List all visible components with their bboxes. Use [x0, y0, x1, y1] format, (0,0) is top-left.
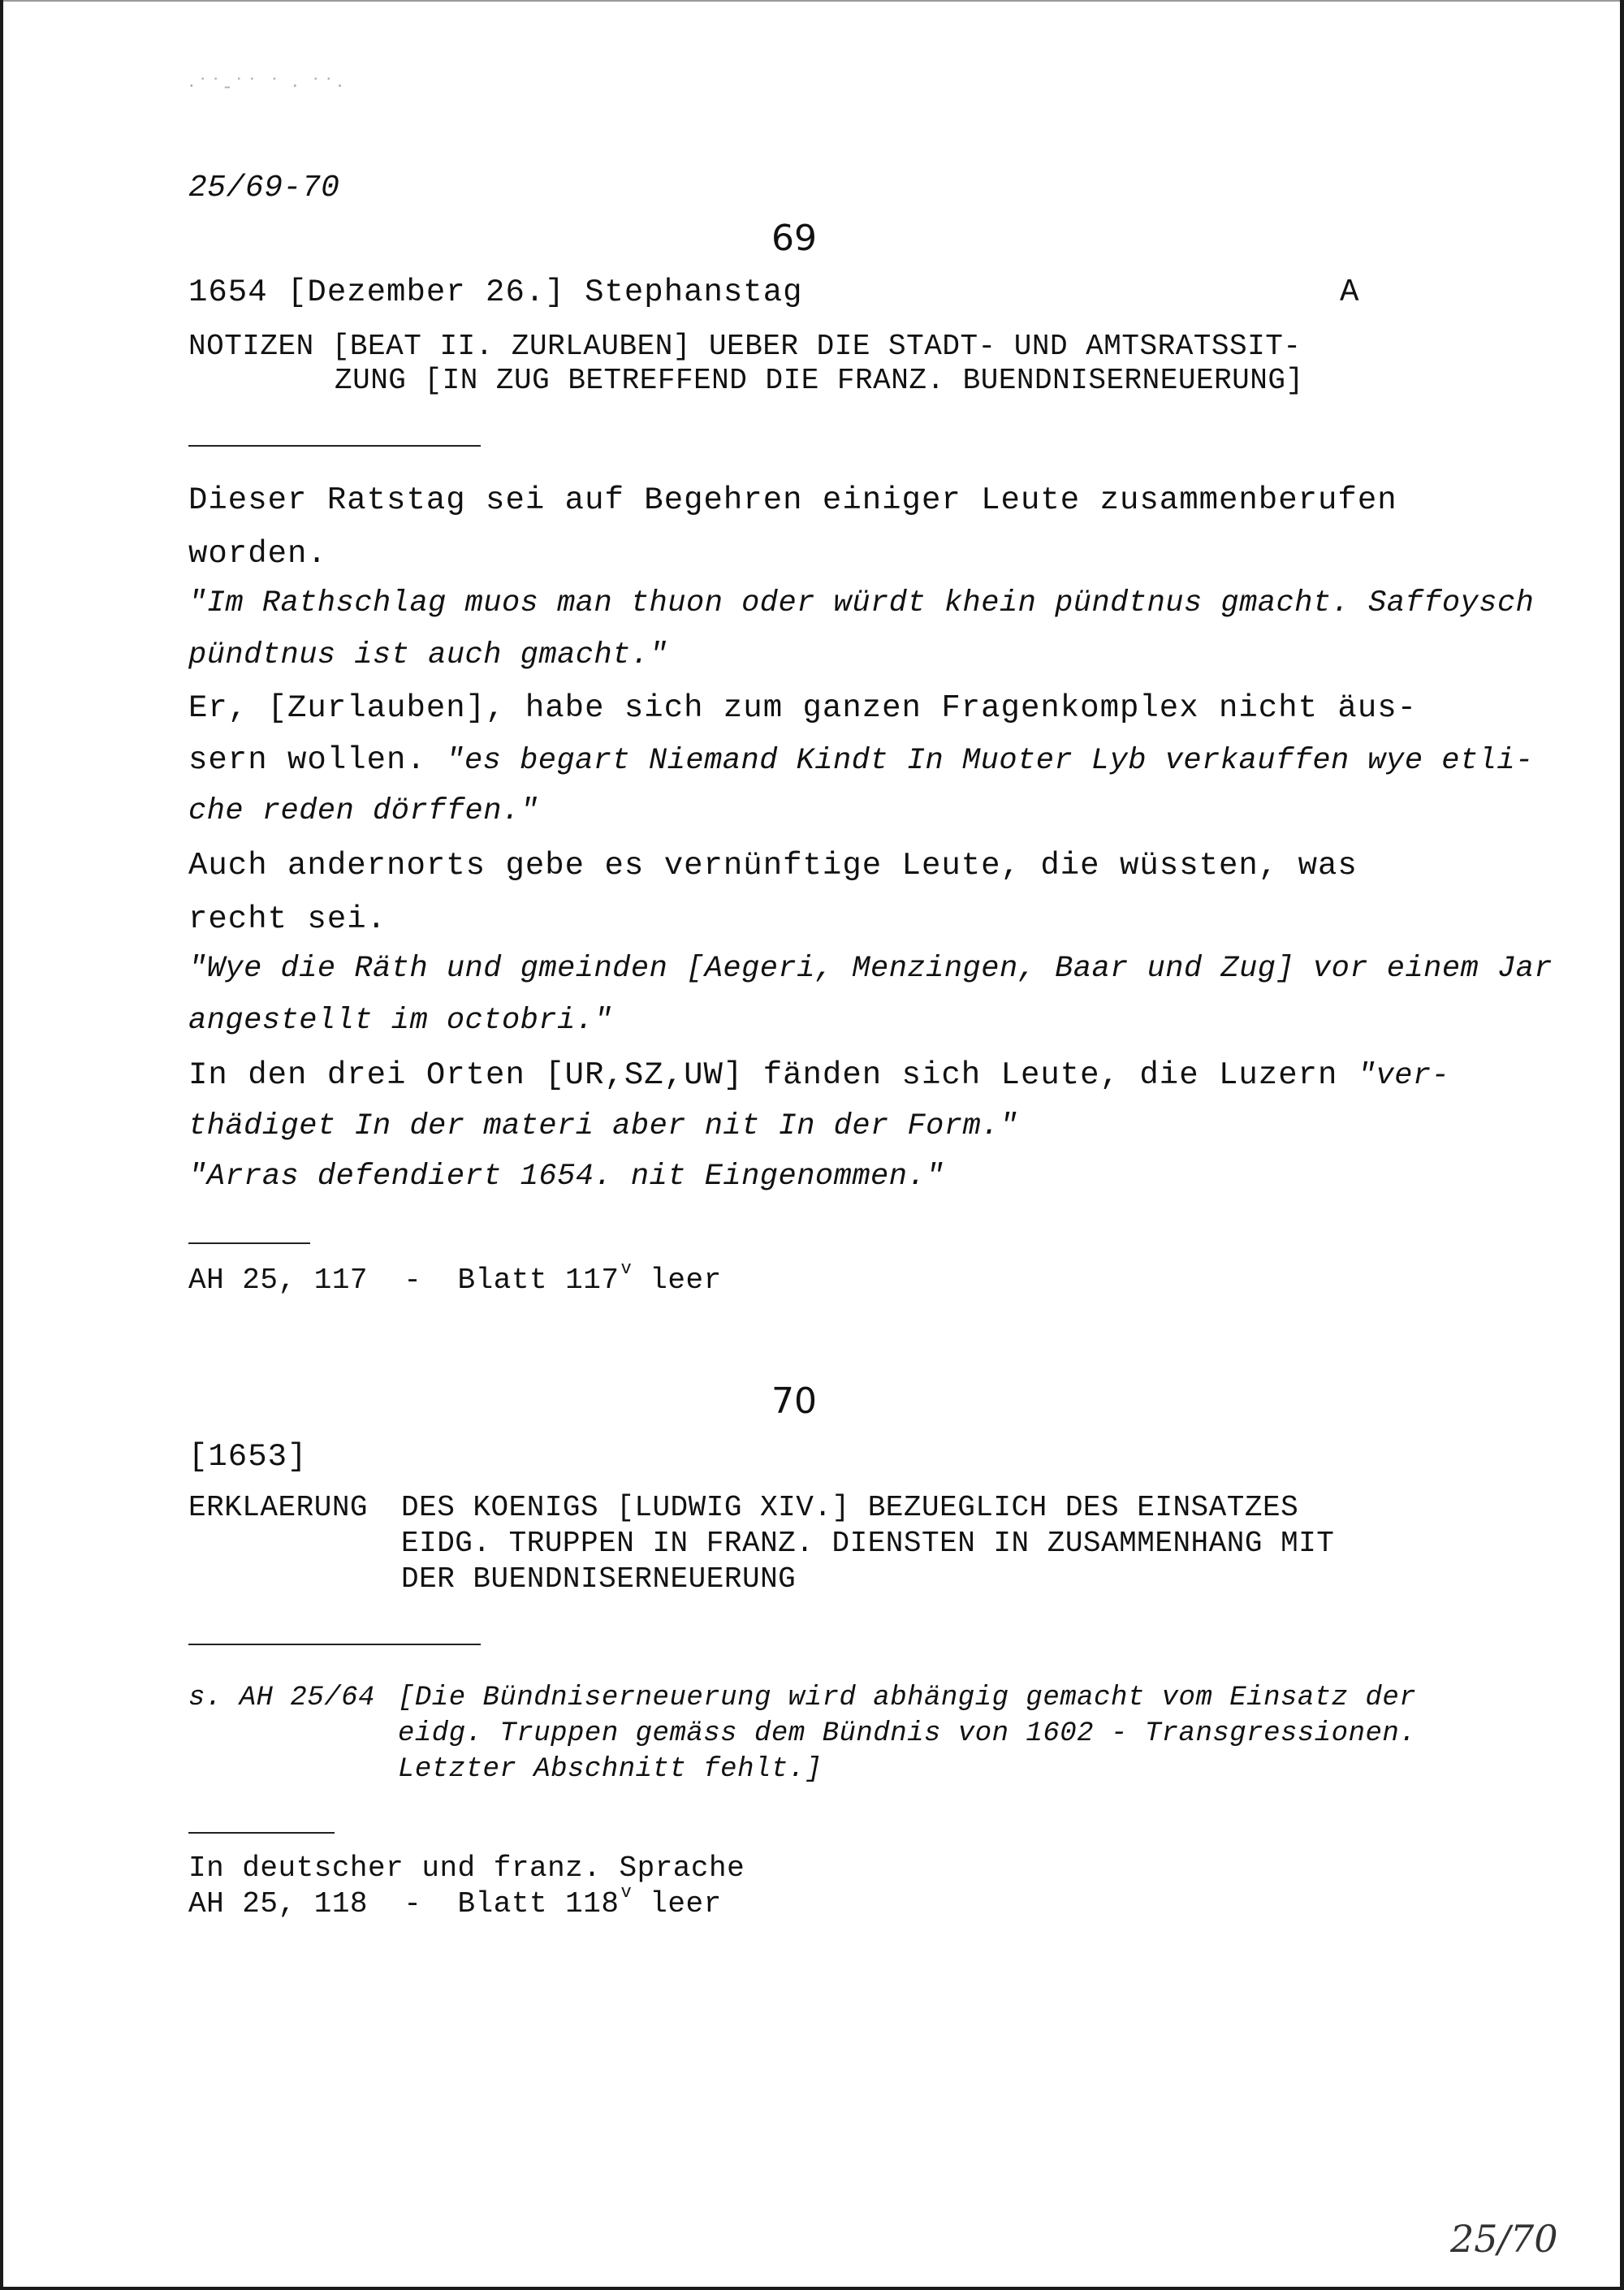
doc69-mixed-italic: "es begart Niemand Kindt In Muoter Lyb verkauffen wye etli- — [446, 744, 1534, 778]
page-border-right — [1620, 0, 1624, 2290]
doc70-ref-line1: [Die Bündniserneuerung wird abhängig gemacht vom Einsatz der — [398, 1683, 1417, 1713]
doc70-ref-line3: Letzter Abschnitt fehlt.] — [398, 1754, 823, 1785]
doc69-quote-line: thädiget In der materi aber nit In der Form." — [188, 1109, 1018, 1143]
doc70-language-note: In deutscher und franz. Sprache — [188, 1851, 745, 1885]
doc69-body-line: recht sei. — [188, 901, 387, 937]
doc70-source-main: AH 25, 118 - Blatt 118 — [188, 1887, 620, 1921]
doc70-ref-line2: eidg. Truppen gemäss dem Bündnis von 1602 - Transgressionen. — [398, 1718, 1417, 1749]
doc69-body-line: Er, [Zurlauben], habe sich zum ganzen Fragenkomplex nicht äus- — [188, 690, 1418, 726]
doc69-title-line1: NOTIZEN [BEAT II. ZURLAUBEN] UEBER DIE STADT- UND AMTSRATSSIT- — [188, 330, 1302, 363]
reference-number: 25/69-70 — [188, 171, 340, 205]
doc69-source-main: AH 25, 117 - Blatt 117 — [188, 1264, 620, 1297]
doc70-source — [188, 1882, 722, 1921]
doc70-title-line1: DES KOENIGS [LUDWIG XIV.] BEZUEGLICH DES EINSATZES — [401, 1491, 1299, 1524]
doc70-date: [1653] — [188, 1439, 308, 1475]
page-border-bottom — [0, 2287, 1624, 2290]
doc70-number: 70 — [771, 1380, 817, 1422]
doc69-number: 69 — [771, 218, 817, 259]
doc69-mixed-italic: "ver- — [1357, 1059, 1450, 1093]
doc69-source-tail: leer — [632, 1264, 722, 1297]
page-border-left — [0, 0, 3, 2290]
doc69-quote-line: "Wye die Räth und gmeinden [Aegeri, Menzingen, Baar und Zug] vor einem Jar — [188, 952, 1553, 986]
doc69-title-line2: ZUNG [IN ZUG BETREFFEND DIE FRANZ. BUENDNISERNEUERUNG] — [335, 364, 1304, 397]
doc69-quote-line: che reden dörffen." — [188, 794, 539, 828]
doc70-title-line2: EIDG. TRUPPEN IN FRANZ. DIENSTEN IN ZUSAMMENHANG MIT — [401, 1527, 1335, 1560]
doc69-letter: A — [1340, 274, 1360, 310]
doc70-separator — [188, 1644, 481, 1645]
doc69-body-line: Dieser Ratstag sei auf Begehren einiger Leute zusammenberufen — [188, 482, 1397, 518]
doc69-source-verso: v — [620, 1259, 633, 1279]
doc69-source — [188, 1259, 722, 1297]
faded-stamp: ·˙˙-˙˙ ˙ · ˙˙· — [188, 75, 347, 97]
doc69-mixed-line — [188, 742, 1534, 778]
handwritten-folio-number: 25/70 — [1450, 2217, 1558, 2261]
doc69-mixed-line — [188, 1057, 1449, 1093]
doc69-source-separator — [188, 1242, 310, 1244]
doc69-body-line: Auch andernorts gebe es vernünftige Leute, die wüssten, was — [188, 848, 1358, 884]
doc70-ref-label: s. AH 25/64 — [188, 1683, 375, 1713]
doc70-source-verso: v — [620, 1882, 633, 1903]
doc69-quote-line: "Im Rathschlag muos man thuon oder würdt khein pündtnus gmacht. Saffoysch — [188, 586, 1535, 620]
doc69-body-line: worden. — [188, 536, 327, 572]
page-border-top — [0, 0, 1624, 2]
doc69-mixed-normal: In den drei Orten [UR,SZ,UW] fänden sich Leute, die Luzern — [188, 1057, 1358, 1093]
doc70-note-separator — [188, 1832, 335, 1834]
doc69-mixed-normal: sern wollen. — [188, 742, 447, 778]
doc69-separator — [188, 445, 481, 447]
doc70-title-line3: DER BUENDNISERNEUERUNG — [401, 1562, 797, 1596]
doc69-quote-line: angestellt im octobri." — [188, 1004, 613, 1038]
doc69-quote-line: pündtnus ist auch gmacht." — [188, 638, 668, 672]
doc69-quote-line: "Arras defendiert 1654. nit Eingenommen." — [188, 1160, 944, 1194]
doc70-source-tail: leer — [632, 1887, 722, 1921]
doc69-date: 1654 [Dezember 26.] Stephanstag — [188, 274, 803, 310]
doc70-title-lead: ERKLAERUNG — [188, 1491, 369, 1524]
